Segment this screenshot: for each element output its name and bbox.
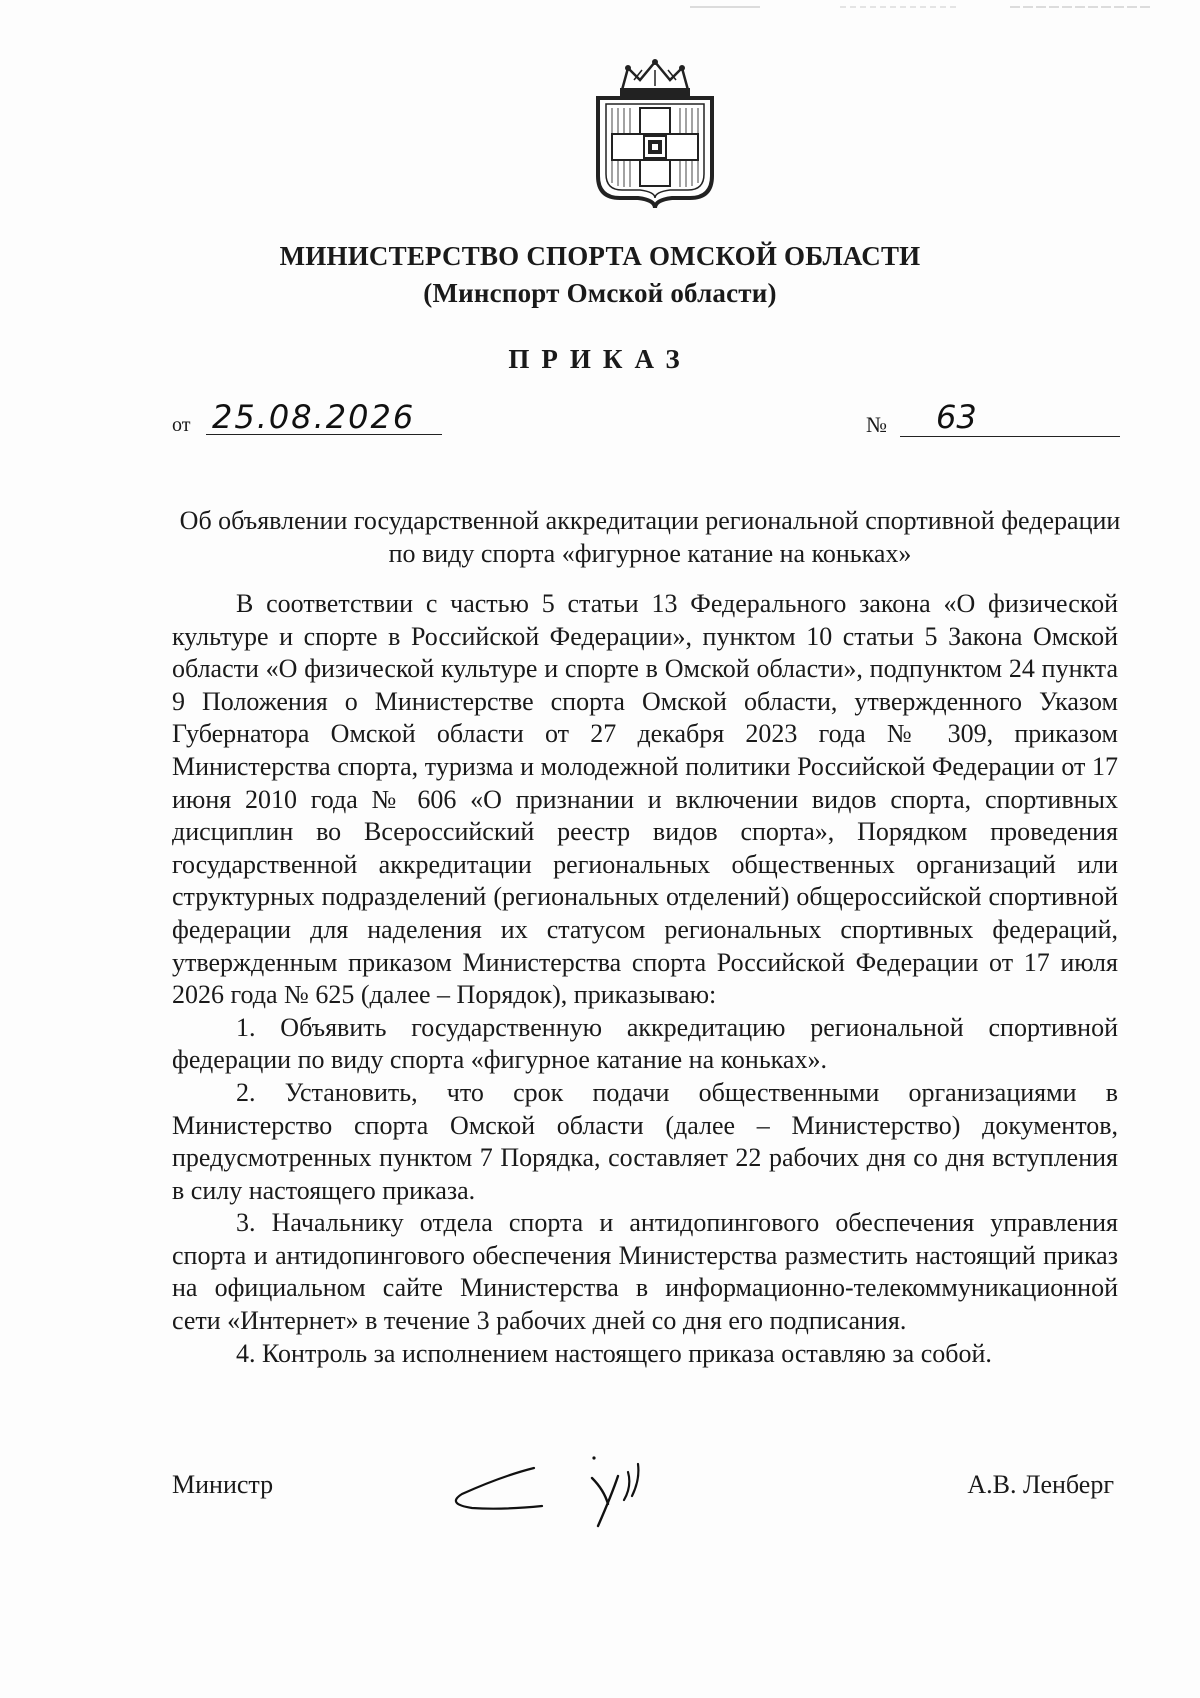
number-prefix: №: [866, 412, 887, 437]
coat-of-arms-icon: [592, 58, 718, 208]
organization-title: МИНИСТЕРСТВО СПОРТА ОМСКОЙ ОБЛАСТИ: [279, 241, 921, 271]
order-item-1: 1. Объявить государственную аккредитацию региональной спортивной федерации по виду спорта «фигурное катание на коньках».: [172, 1012, 1118, 1075]
document-date-line: [172, 398, 452, 438]
document-subject: Об объявлении государственной аккредитации региональной спортивной федерации по виду спорта «фигурное катание на коньках»: [179, 506, 1121, 568]
organization-short-name: (Минспорт Омской области): [423, 278, 777, 308]
date-underline: [206, 434, 442, 435]
document-number-line: [866, 398, 1122, 440]
date-prefix: от: [172, 414, 191, 436]
handwritten-signature-icon: [442, 1442, 672, 1532]
document-body: [172, 588, 1118, 1370]
order-item-4: 4. Контроль за исполнением настоящего приказа оставляю за собой.: [236, 1338, 992, 1368]
signatory-title: Министр: [172, 1470, 274, 1499]
signature-block: [172, 1460, 1118, 1530]
order-item-2: 2. Установить, что срок подачи общественными организациями в Министерство спорта Омской области (далее – Министерство) документов, предусмотренных пунктом 7 Порядка, составляет 22 рабочих дня со дня вступления в силу настоящего приказа.: [172, 1077, 1118, 1205]
order-item-3: 3. Начальнику отдела спорта и антидопингового обеспечения управления спорта и антидопингового обеспечения Министерства разместить настоящий приказ на официальном сайте Министерства в информационно-телекоммуникационной сети «Интернет» в течение 3 рабочих дней со дня его подписания.: [172, 1208, 1118, 1336]
document-date: 25.08.2026: [212, 398, 416, 436]
document-number: 63: [936, 398, 977, 436]
document-type-heading: ПРИКАЗ: [508, 344, 692, 374]
number-underline: [900, 436, 1120, 437]
preamble-paragraph: В соответствии с частью 5 статьи 13 Федерального закона «О физической культуре и спорте в Российской Федерации», пунктом 10 статьи 5 Закона Омской области «О физической культуре и спорте в Омской области», подпунктом 24 пункта 9 Положения о Министерстве спорта Омской области, утвержденного Указом Губернатора Омской области от 27 декабря 2023 года № 309, приказом Министерства спорта, туризма и молодежной политики Российской Федерации от 17 июня 2010 года № 606 «О признании и включении видов спорта, спортивных дисциплин во Всероссийский реестр видов спорта», Порядком проведения государственной аккредитации региональных общественных организаций или структурных подразделений (региональных отделений) общероссийской спортивной федерации для наделения их статусом региональных спортивных федераций, утвержденным приказом Министерства спорта Российской Федерации от 17 июля 2026 года № 625 (далее – Порядок), приказываю:: [172, 589, 1118, 1010]
scan-artifact-marks: [690, 4, 1150, 10]
signatory-name: А.В. Ленберг: [967, 1470, 1114, 1499]
